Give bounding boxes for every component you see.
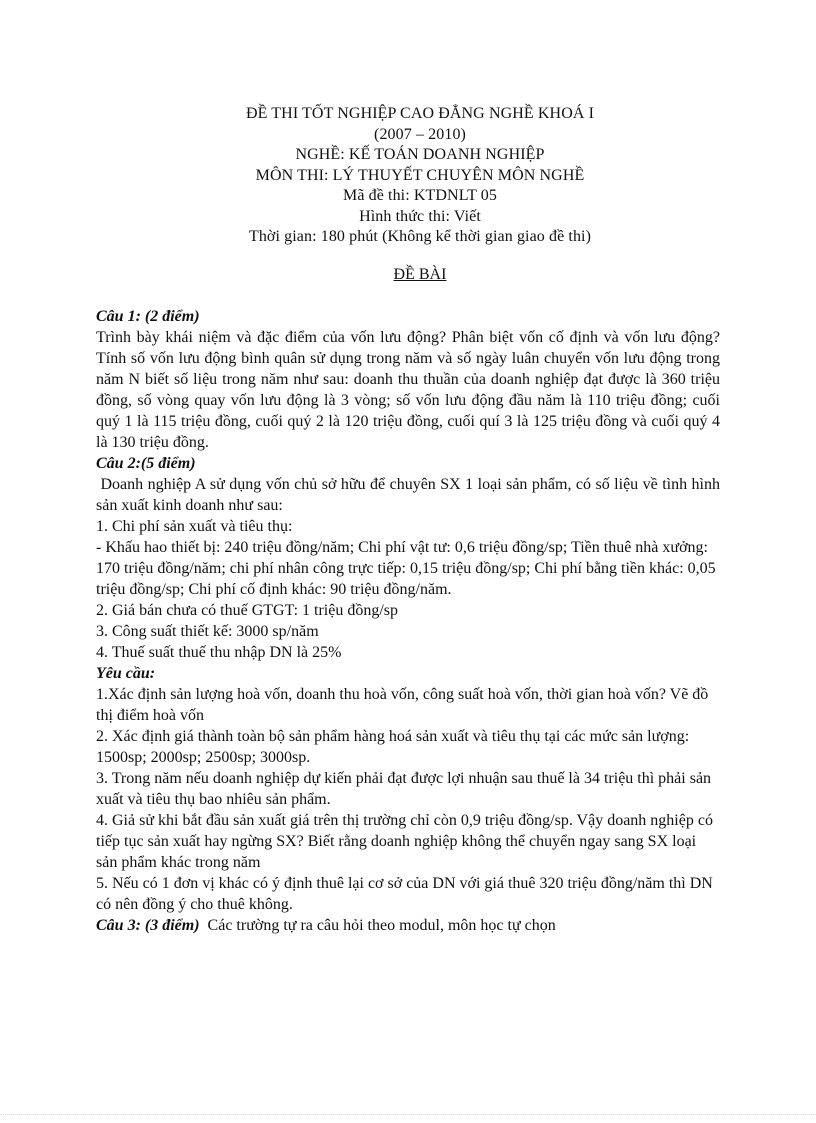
question-3-title: Câu 3: (3 điểm)	[96, 916, 200, 934]
question-3-body: Các trường tự ra câu hỏi theo modul, môn học tự chọn	[199, 916, 556, 934]
requirement-item: 1.Xác định sản lượng hoà vốn, doanh thu hoà vốn, công suất hoà vốn, thời gian hoà vốn? Vẽ đồ thị điểm hoà vốn	[96, 685, 709, 724]
requirement-item: 3. Trong năm nếu doanh nghiệp dự kiến phải đạt được lợi nhuận sau thuế là 34 triệu thì phải sản xuất và tiêu thụ bao nhiêu sản phẩm.	[96, 769, 712, 808]
question-2-title: Câu 2:(5 điểm)	[96, 454, 196, 472]
requirements-title: Yêu cầu:	[96, 664, 156, 682]
exam-subject: MÔN THI: LÝ THUYẾT CHUYÊN MÔN NGHỀ	[255, 166, 585, 184]
exam-duration: Thời gian: 180 phút (Không kể thời gian giao đề thi)	[248, 228, 592, 245]
page-bottom-border	[0, 1114, 816, 1123]
exam-header	[120, 104, 720, 248]
exam-years: (2007 – 2010)	[374, 125, 466, 143]
exam-profession: NGHỀ: KẾ TOÁN DOANH NGHIỆP	[295, 146, 545, 163]
exam-page	[96, 104, 725, 936]
exam-title: ĐỀ THI TỐT NGHIỆP CAO ĐẲNG NGHỀ KHOÁ I	[245, 105, 595, 122]
question-2-item: 3. Công suất thiết kế: 3000 sp/năm	[96, 622, 319, 640]
question-1-title: Câu 1: (2 điểm)	[96, 307, 200, 325]
exam-code: Mã đề thi: KTDNLT 05	[343, 187, 497, 204]
question-1-body: Trình bày khái niệm và đặc điểm của vốn lưu động? Phân biệt vốn cố định và vốn lưu động? Tính số vốn lưu động bình quân sử dụng trong năm và số ngày luân chuyển vốn lưu động trong năm N biết số liệu trong năm như sau: doanh thu thuần của doanh nghiệp đạt được là 360 triệu đồng, số vòng quay vốn lưu động là 3 vòng; số vốn lưu động đầu năm là 110 triệu đồng; cuối quý 1 là 115 triệu đồng, cuối quý 2 là 120 triệu đồng, cuối quí 3 là 125 triệu đồng và cuối quý 4 là 130 triệu đồng.	[96, 328, 720, 451]
question-3	[96, 915, 720, 936]
question-2-item: 2. Giá bán chưa có thuế GTGT: 1 triệu đồng/sp	[96, 601, 399, 619]
question-2-item: 4. Thuế suất thuế thu nhập DN là 25%	[96, 643, 342, 661]
requirement-item: 5. Nếu có 1 đơn vị khác có ý định thuê lại cơ sở của DN với giá thuê 320 triệu đồng/năm thì DN có nên đồng ý cho thuê không.	[96, 874, 713, 913]
question-2-intro: Doanh nghiệp A sử dụng vốn chủ sở hữu để chuyên SX 1 loại sản phẩm, có số liệu về tình hình sản xuất kinh doanh như sau:	[96, 475, 725, 514]
exam-format: Hình thức thi: Viết	[359, 207, 481, 225]
exam-content	[96, 306, 725, 936]
question-2-item: 1. Chi phí sản xuất và tiêu thụ:	[96, 517, 293, 535]
requirement-item: 4. Giả sử khi bắt đầu sản xuất giá trên thị trường chỉ còn 0,9 triệu đồng/sp. Vậy doanh nghiệp có tiếp tục sản xuất hay ngừng SX? Biết rằng doanh nghiệp không thể chuyển ngay sang SX loại sản phẩm khác trong năm	[96, 811, 713, 871]
section-title: ĐỀ BÀI	[393, 265, 447, 283]
requirement-item: 2. Xác định giá thành toàn bộ sản phẩm hàng hoá sản xuất và tiêu thụ tại các mức sản lượng: 1500sp; 2000sp; 2500sp; 3000sp.	[96, 727, 690, 766]
question-2-item: - Khấu hao thiết bị: 240 triệu đồng/năm; Chi phí vật tư: 0,6 triệu đồng/sp; Tiền thuê nhà xưởng: 170 triệu đồng/năm; chi phí nhân công trực tiếp: 0,15 triệu đồng/sp; Chi phí bằng tiền khác: 0,05 triệu đồng/sp; Chi phí cố định khác: 90 triệu đồng/năm.	[96, 538, 716, 598]
